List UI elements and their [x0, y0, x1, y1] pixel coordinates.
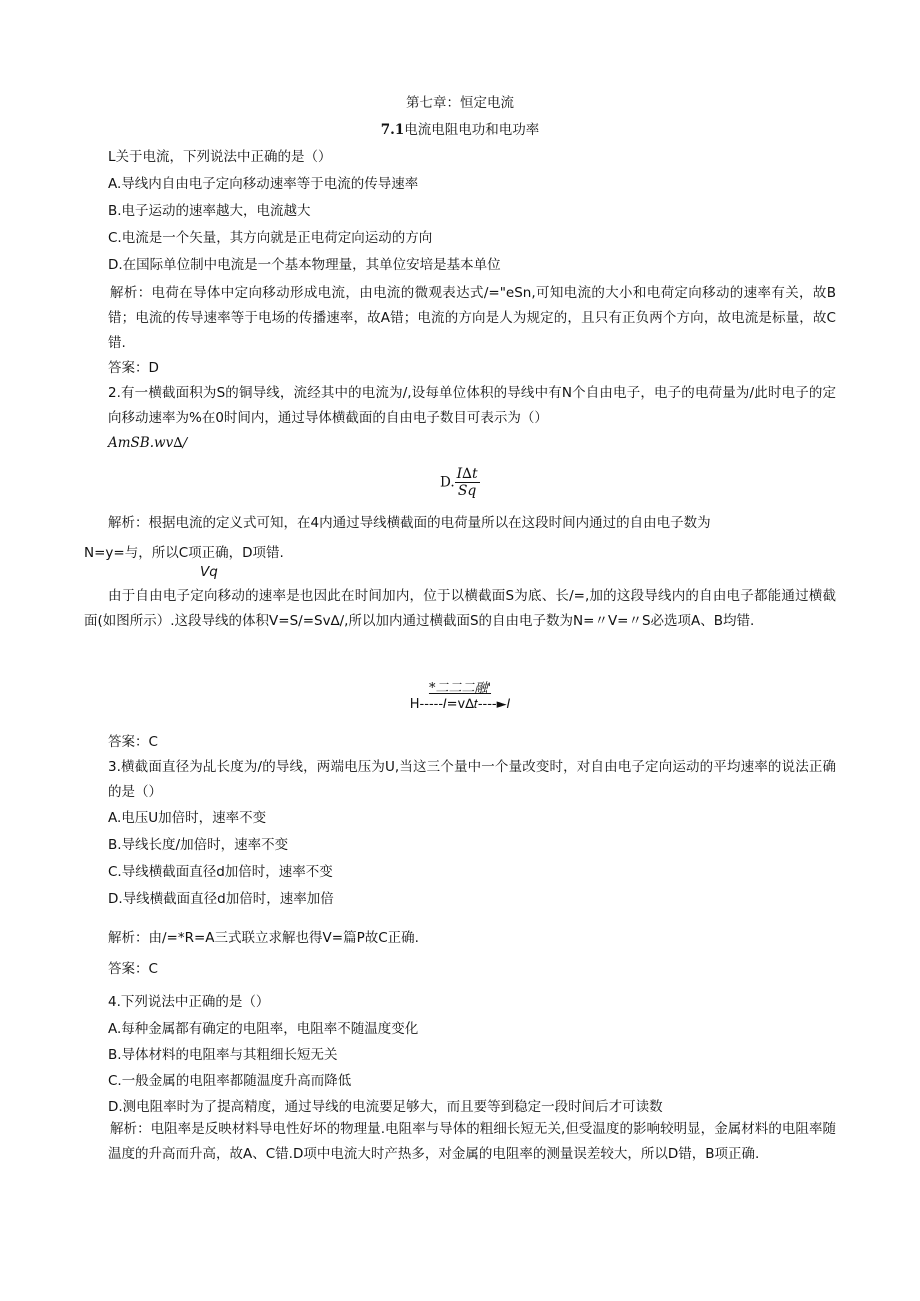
section-name: 电流电阻电功和电功率: [404, 122, 540, 138]
q1-analysis: 解析：电荷在导体中定向移动形成电流，由电流的微观表达式∕="eSn,可知电流的大小和电荷定向移动的速率有关，故B错；电流的传导速率等于电场的传播速率，故A错；电流的方向是人为规定的，且只有正负两个方向，故电流是标量，故C错.: [108, 285, 836, 351]
q2-option-d-denominator: Sq: [457, 483, 477, 499]
q3-analysis: 解析：由∕=*R=A三式联立求解也得V=篇P故C正确.: [108, 930, 419, 946]
q2-option-d-fraction: [455, 466, 480, 499]
q2-stem: 2.有一横截面积为S的铜导线，流经其中的电流为/,设每单位体积的导线中有N个自由电子，电子的电荷量为/此时电子的定向移动速率为%在0时间内，通过导体横截面的自由电子数目可表示为（）: [108, 385, 836, 426]
q2-analysis-3: 由于自由电子定向移动的速率是也因此在时间加内，位于以横截面S为底、长/=,加的这段导线内的自由电子都能通过横截面(如图所示）.这段导线的体积V=S∕=Sv∆∕,所以加内通过横截面S的自由电子数为N=〃V=〃S必选项A、B均错.: [84, 588, 836, 629]
q1-stem: L关于电流，下列说法中正确的是（）: [108, 149, 332, 165]
q1-answer: 答案：D: [108, 360, 159, 376]
q3-stem: 3.横截面直径为乩长度为/的导线，两端电压为U,当这三个量中一个量改变时，对自由电子定向运动的平均速率的说法正确的是（）: [108, 759, 836, 800]
q2-figure-bottom: H-----𝐼=v∆𝑡----►𝐼: [409, 697, 511, 712]
q4-stem: 4.下列说法中正确的是（）: [108, 994, 270, 1010]
q3-option-a: A.电压U加倍时，速率不变: [108, 810, 267, 826]
section-title: [0, 121, 920, 139]
q2-option-d: [440, 466, 480, 499]
q3-answer: 答案：C: [108, 961, 158, 977]
q4-option-b: B.导体材料的电阻率与其粗细长短无关: [108, 1047, 338, 1063]
q2-analysis-2: N=y=与，所以C项正确，D项错.: [84, 545, 284, 561]
section-number: 7.1: [380, 122, 405, 138]
q2-answer: 答案：C: [108, 734, 158, 750]
q2-analysis-2-sub: Vq: [200, 564, 218, 580]
q2-option-d-numerator: I∆t: [456, 466, 478, 482]
q3-option-c: C.导线横截面直径d加倍时，速率不变: [108, 864, 333, 880]
q4-option-a: A.每种金属都有确定的电阻率，电阻率不随温度变化: [108, 1021, 419, 1037]
q1-option-b: B.电子运动的速率越大，电流越大: [108, 203, 311, 219]
q3-option-d: D.导线横截面直径d加倍时，速率加倍: [108, 891, 334, 907]
q1-option-a: A.导线内自由电子定向移动速率等于电流的传导速率: [108, 176, 419, 192]
q4-option-d: D.测电阻率时为了提高精度，通过导线的电流要足够大，而且要等到稳定一段时间后才可读数: [108, 1099, 663, 1115]
chapter-title: 第七章：恒定电流: [406, 95, 514, 111]
q2-option-d-label: D.: [440, 474, 455, 491]
q2-options-line: AmSB.wv∆∕: [108, 435, 188, 451]
q1-option-c: C.电流是一个矢量，其方向就是正电荷定向运动的方向: [108, 230, 433, 246]
q4-option-c: C.一般金属的电阻率都随温度升高而降低: [108, 1073, 352, 1089]
q1-option-d: D.在国际单位制中电流是一个基本物理量，其单位安培是基本单位: [108, 257, 501, 273]
q2-figure-top: *二二二融': [428, 681, 492, 696]
q2-analysis-1: 解析：根据电流的定义式可知，在4内通过导线横截面的电荷量所以在这段时间内通过的自由电子数为: [108, 515, 711, 531]
q3-option-b: B.导线长度/加倍时，速率不变: [108, 837, 289, 853]
q4-analysis: 解析：电阻率是反映材料导电性好坏的物理量.电阻率与导体的粗细长短无关,但受温度的影响较明显，金属材料的电阻率随温度的升高而升高，故A、C错.D项中电流大时产热多，对金属的电阻率的测量误差较大，所以D错，B项正确.: [108, 1121, 836, 1162]
